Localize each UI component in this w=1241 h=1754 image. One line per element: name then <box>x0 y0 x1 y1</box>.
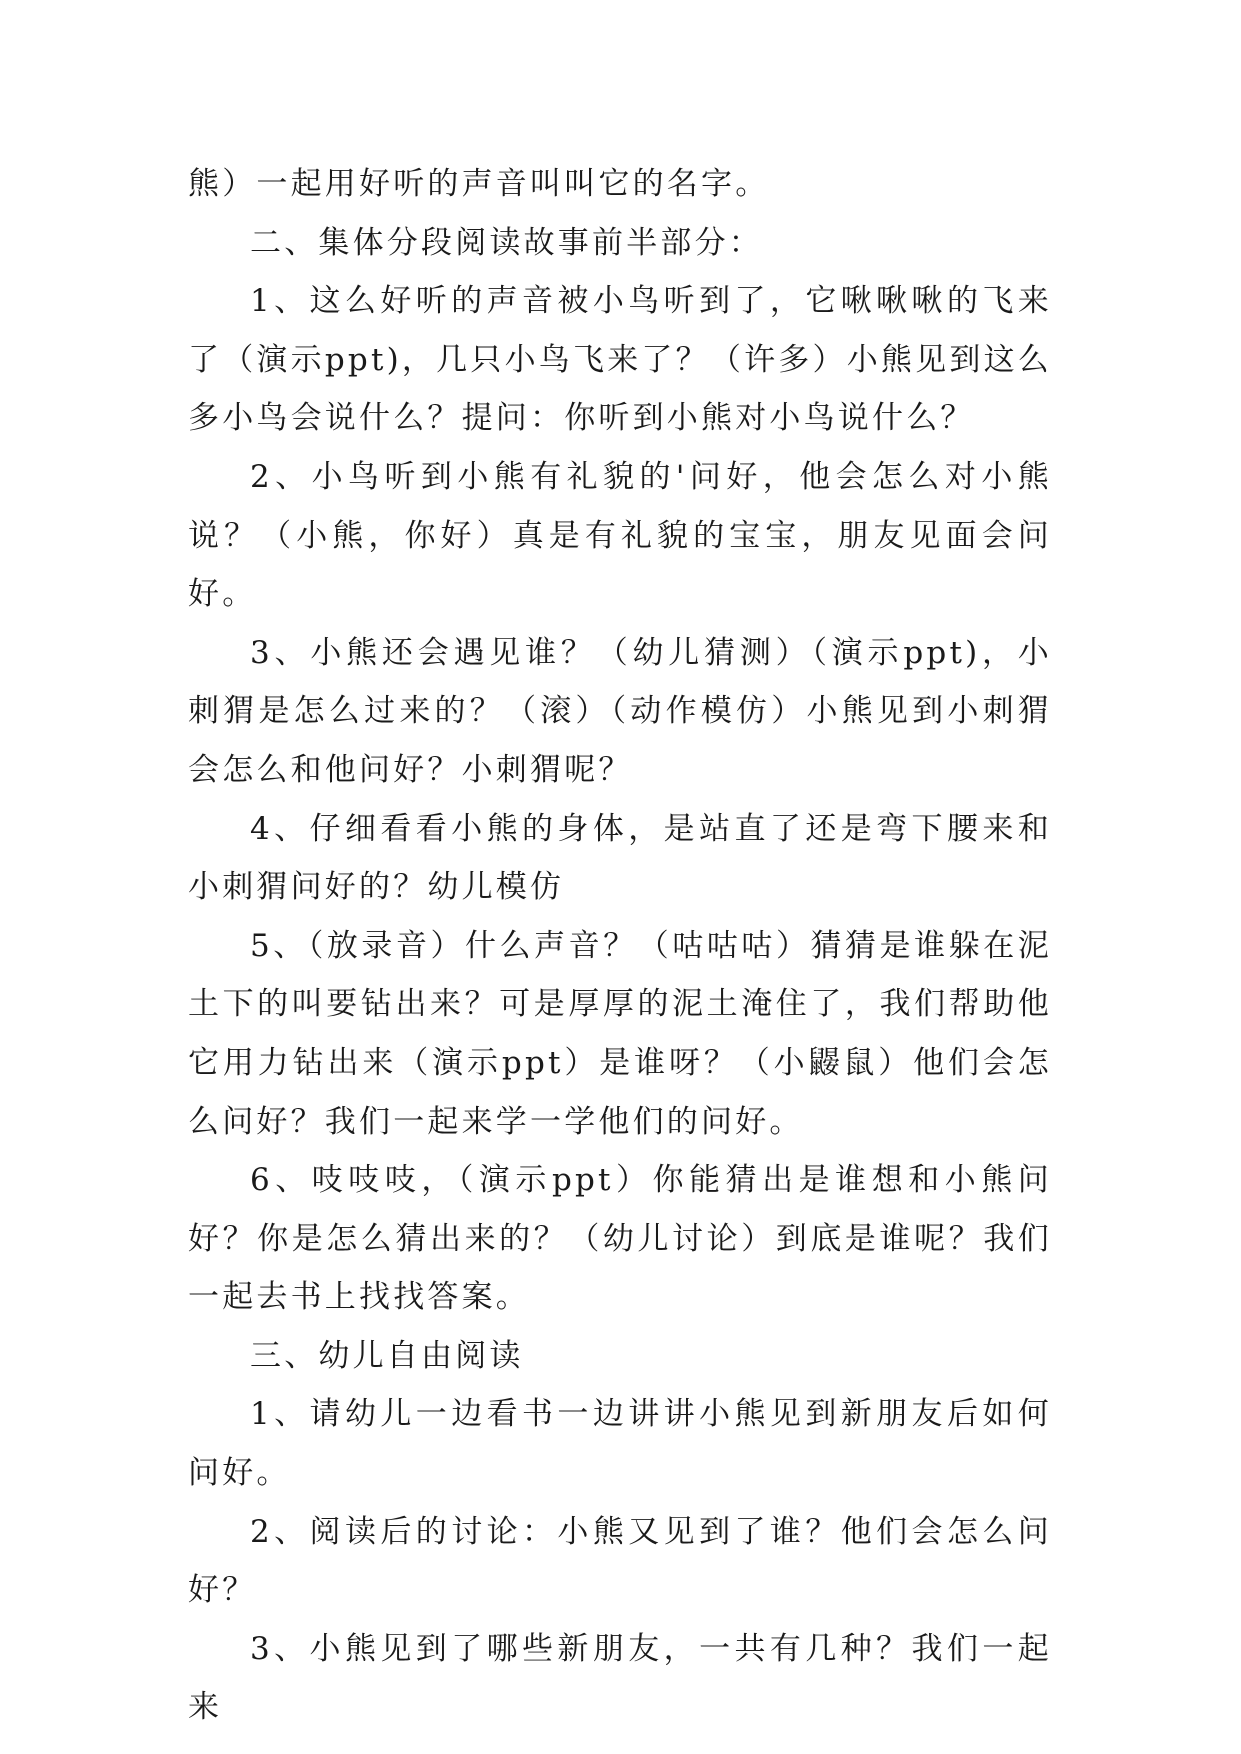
section-heading-2: 二、集体分段阅读故事前半部分： <box>250 224 763 261</box>
paragraph-2-5: 5、（放录音）什么声音？（咕咕咕）猜猜是谁躲在泥土下的叫要钻出来？可是厚厚的泥土淹住了，我们帮助他它用力钻出来（演示ppt）是谁呀？（小鼹鼠）他们会怎么问好？我们一起来学一学他们的问好。 <box>188 927 1052 1140</box>
paragraph-2-3: 3、小熊还会遇见谁？（幼儿猜测）（演示ppt)，小刺猬是怎么过来的？（滚）（动作模仿）小熊见到小刺猬会怎么和他问好？小刺猬呢？ <box>188 634 1052 788</box>
section-heading-3: 三、幼儿自由阅读 <box>250 1337 524 1374</box>
paragraph-3-3: 3、小熊见到了哪些新朋友，一共有几种？我们一起来 <box>188 1630 1052 1726</box>
paragraph-3-1: 1、请幼儿一边看书一边讲讲小熊见到新朋友后如何问好。 <box>188 1396 1052 1492</box>
paragraph-2-1: 1、这么好听的声音被小鸟听到了，它啾啾啾的飞来了（演示ppt)，几只小鸟飞来了？（许多）小熊见到这么多小鸟会说什么？提问：你听到小熊对小鸟说什么？ <box>188 283 1052 437</box>
document-body <box>188 155 1052 1737</box>
paragraph-3-2: 2、阅读后的讨论：小熊又见到了谁？他们会怎么问好？ <box>188 1513 1052 1609</box>
paragraph-2-2: 2、小鸟听到小熊有礼貌的'问好，他会怎么对小熊说？（小熊，你好）真是有礼貌的宝宝，朋友见面会问好。 <box>188 458 1052 613</box>
paragraph-2-4: 4、仔细看看小熊的身体，是站直了还是弯下腰来和小刺猬问好的？幼儿模仿 <box>188 810 1052 906</box>
paragraph-1: 熊）一起用好听的声音叫叫它的名字。 <box>188 166 770 202</box>
paragraph-2-6: 6、吱吱吱，（演示ppt）你能猜出是谁想和小熊问好？你是怎么猜出来的？（幼儿讨论）到底是谁呢？我们一起去书上找找答案。 <box>188 1162 1052 1316</box>
